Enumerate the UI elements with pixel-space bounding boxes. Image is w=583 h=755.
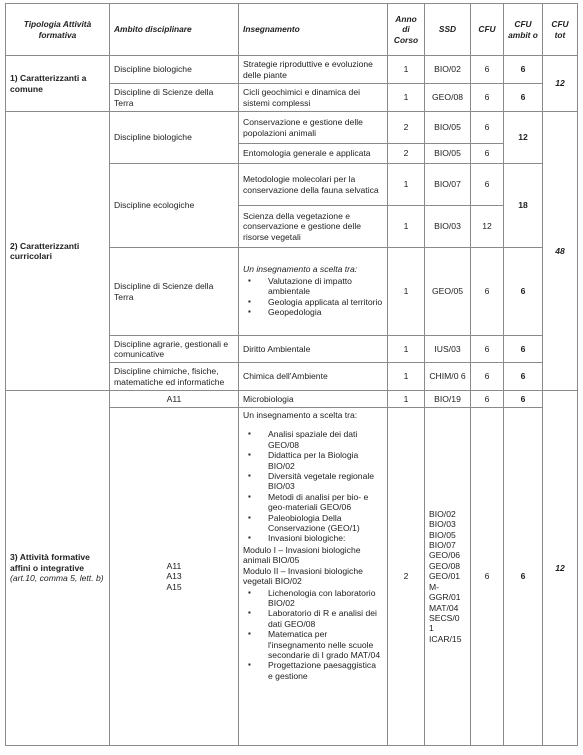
ambito-code: A15 xyxy=(166,581,182,592)
anno-cell: 1 xyxy=(388,336,425,363)
header-cfu-ambito: CFU ambit o xyxy=(504,4,543,56)
ssd-line: GGR/01 xyxy=(429,592,461,603)
cfu-ambito-cell: 6 xyxy=(504,391,543,408)
cfu-cell: 6 xyxy=(471,84,504,112)
list-item: ▪ Matematica per l'insegnamento nelle scuole secondarie di I grado MAT/04 xyxy=(260,629,383,660)
choice-intro: Un insegnamento a scelta tra: xyxy=(243,410,358,420)
ssd-cell: BIO/19 xyxy=(425,391,471,408)
cfu-ambito-cell: 6 xyxy=(504,363,543,391)
ssd-cell: BIO/05 xyxy=(425,144,471,164)
anno-cell: 1 xyxy=(388,84,425,112)
ssd-cell: BIO/03 xyxy=(425,206,471,248)
ambito-cell: Discipline agrarie, gestionali e comunicative xyxy=(110,336,239,363)
insegnamento-cell: Entomologia generale e applicata xyxy=(239,144,388,164)
cfu-cell: 6 xyxy=(471,408,504,746)
group-label-cell xyxy=(6,391,110,746)
table-row xyxy=(6,112,578,144)
list-item: ▪ Didattica per la Biologia BIO/02 xyxy=(260,450,383,471)
insegnamento-cell: Microbiologia xyxy=(239,391,388,408)
choice-intro: Un insegnamento a scelta tra: xyxy=(243,264,358,275)
ssd-line: GEO/01 xyxy=(429,571,461,582)
ssd-line: MAT/04 xyxy=(429,602,459,613)
list-item: ▪ Geologia applicata al territorio xyxy=(260,297,383,307)
cfu-ambito-cell: 12 xyxy=(504,112,543,164)
table-row xyxy=(6,56,578,84)
ssd-line: GEO/08 xyxy=(429,560,461,571)
option-list xyxy=(243,429,383,543)
insegnamento-cell: Chimica dell'Ambiente xyxy=(239,363,388,391)
anno-cell: 1 xyxy=(388,248,425,336)
curriculum-table xyxy=(5,3,578,746)
anno-cell: 2 xyxy=(388,144,425,164)
header-tipologia: Tipologia Attività formativa xyxy=(6,4,110,56)
header-cfu: CFU xyxy=(471,4,504,56)
ssd-cell: GEO/05 xyxy=(425,248,471,336)
ssd-line: BIO/02 xyxy=(429,508,456,519)
cfu-ambito-cell: 6 xyxy=(504,56,543,84)
ssd-cell: BIO/02 xyxy=(425,56,471,84)
ssd-cell: BIO/05 xyxy=(425,112,471,144)
ssd-line: BIO/03 xyxy=(429,519,456,530)
cfu-cell: 6 xyxy=(471,363,504,391)
ambito-cell: Discipline chimiche, fisiche, matematiche ed informatiche xyxy=(110,363,239,391)
ssd-line: SECS/0 xyxy=(429,612,460,623)
cfu-cell: 6 xyxy=(471,56,504,84)
cfu-ambito-cell: 6 xyxy=(504,408,543,746)
cfu-cell: 6 xyxy=(471,112,504,144)
ssd-line: BIO/05 xyxy=(429,529,456,540)
insegnamento-cell: Scienza della vegetazione e conservazione e gestione delle risorse vegetali xyxy=(239,206,388,248)
header-row xyxy=(6,4,578,56)
list-item: ▪ Diversità vegetale regionale BIO/03 xyxy=(260,471,383,492)
cfu-tot-cell: 12 xyxy=(543,391,578,746)
module-line: Modulo II – Invasioni biologiche vegetali BIO/02 xyxy=(243,565,363,587)
list-item: ▪ Invasioni biologiche: xyxy=(260,533,383,543)
ssd-cell: IUS/03 xyxy=(425,336,471,363)
anno-cell: 1 xyxy=(388,363,425,391)
list-item: ▪ Geopedologia xyxy=(260,307,383,317)
cfu-ambito-cell: 6 xyxy=(504,84,543,112)
group-label: 1) Caratterizzanti a comune xyxy=(6,56,110,112)
ssd-cell: GEO/08 xyxy=(425,84,471,112)
ssd-cell: CHIM/0 6 xyxy=(425,363,471,391)
cfu-tot-cell: 12 xyxy=(543,56,578,112)
cfu-cell: 6 xyxy=(471,391,504,408)
insegnamento-cell: Strategie riproduttive e evoluzione delle piante xyxy=(239,56,388,84)
cfu-tot-cell: 48 xyxy=(543,112,578,391)
ambito-cell: Discipline biologiche xyxy=(110,112,239,164)
ssd-line: BIO/07 xyxy=(429,540,456,551)
insegnamento-cell xyxy=(239,408,388,746)
cfu-cell: 12 xyxy=(471,206,504,248)
table-row xyxy=(6,391,578,408)
ssd-cell xyxy=(425,408,471,746)
group-note: (art.10, comma 5, lett. b) xyxy=(10,573,104,584)
ssd-line: ICAR/15 xyxy=(429,633,462,644)
insegnamento-cell: Conservazione e gestione delle popolazioni animali xyxy=(239,112,388,144)
cfu-cell: 6 xyxy=(471,248,504,336)
cfu-ambito-cell: 18 xyxy=(504,164,543,248)
header-ssd: SSD xyxy=(425,4,471,56)
anno-cell: 1 xyxy=(388,206,425,248)
ambito-cell: A11 xyxy=(110,391,239,408)
list-item: ▪ Lichenologia con laboratorio BIO/02 xyxy=(260,588,383,609)
ambito-code: A11 xyxy=(166,560,182,571)
insegnamento-cell xyxy=(239,248,388,336)
ambito-cell: Discipline ecologiche xyxy=(110,164,239,248)
ssd-line: GEO/06 xyxy=(429,550,461,561)
list-item: ▪ Laboratorio di R e analisi dei dati GEO/08 xyxy=(260,608,383,629)
anno-cell: 1 xyxy=(388,164,425,206)
list-item: ▪ Paleobiologia Della Conservazione (GEO/1) xyxy=(260,513,383,534)
module-line: Modulo I – Invasioni biologiche animali BIO/05 xyxy=(243,544,361,566)
anno-cell: 1 xyxy=(388,56,425,84)
insegnamento-cell: Diritto Ambientale xyxy=(239,336,388,363)
ambito-cell: Discipline biologiche xyxy=(110,56,239,84)
list-item: ▪ Progettazione paesaggistica e gestione xyxy=(260,660,383,681)
anno-cell: 1 xyxy=(388,391,425,408)
ssd-line: M- xyxy=(429,581,440,592)
header-insegnamento: Insegnamento xyxy=(239,4,388,56)
option-list xyxy=(243,276,383,318)
anno-cell: 2 xyxy=(388,408,425,746)
header-anno: Anno di Corso xyxy=(388,4,425,56)
option-list xyxy=(243,588,383,682)
cfu-cell: 6 xyxy=(471,164,504,206)
insegnamento-cell: Cicli geochimici e dinamica dei sistemi complessi xyxy=(239,84,388,112)
ssd-line: 1 xyxy=(429,623,434,634)
ambito-cell xyxy=(110,408,239,746)
cfu-cell: 6 xyxy=(471,144,504,164)
list-item: ▪ Valutazione di impatto ambientale xyxy=(260,276,383,297)
anno-cell: 2 xyxy=(388,112,425,144)
insegnamento-cell: Metodologie molecolari per la conservazione della fauna selvatica xyxy=(239,164,388,206)
header-cfu-tot: CFU tot xyxy=(543,4,578,56)
group-label: 3) Attività formative affini o integrative xyxy=(10,552,90,573)
ambito-code: A13 xyxy=(166,571,182,582)
list-item: ▪ Analisi spaziale dei dati GEO/08 xyxy=(260,429,383,450)
ssd-cell: BIO/07 xyxy=(425,164,471,206)
cfu-ambito-cell: 6 xyxy=(504,336,543,363)
list-item: ▪ Metodi di analisi per bio- e geo-materiali GEO/06 xyxy=(260,492,383,513)
header-ambito: Ambito disciplinare xyxy=(110,4,239,56)
cfu-cell: 6 xyxy=(471,336,504,363)
ambito-cell: Discipline di Scienze della Terra xyxy=(110,248,239,336)
group-label: 2) Caratterizzanti curricolari xyxy=(6,112,110,391)
cfu-ambito-cell: 6 xyxy=(504,248,543,336)
ambito-cell: Discipline di Scienze della Terra xyxy=(110,84,239,112)
